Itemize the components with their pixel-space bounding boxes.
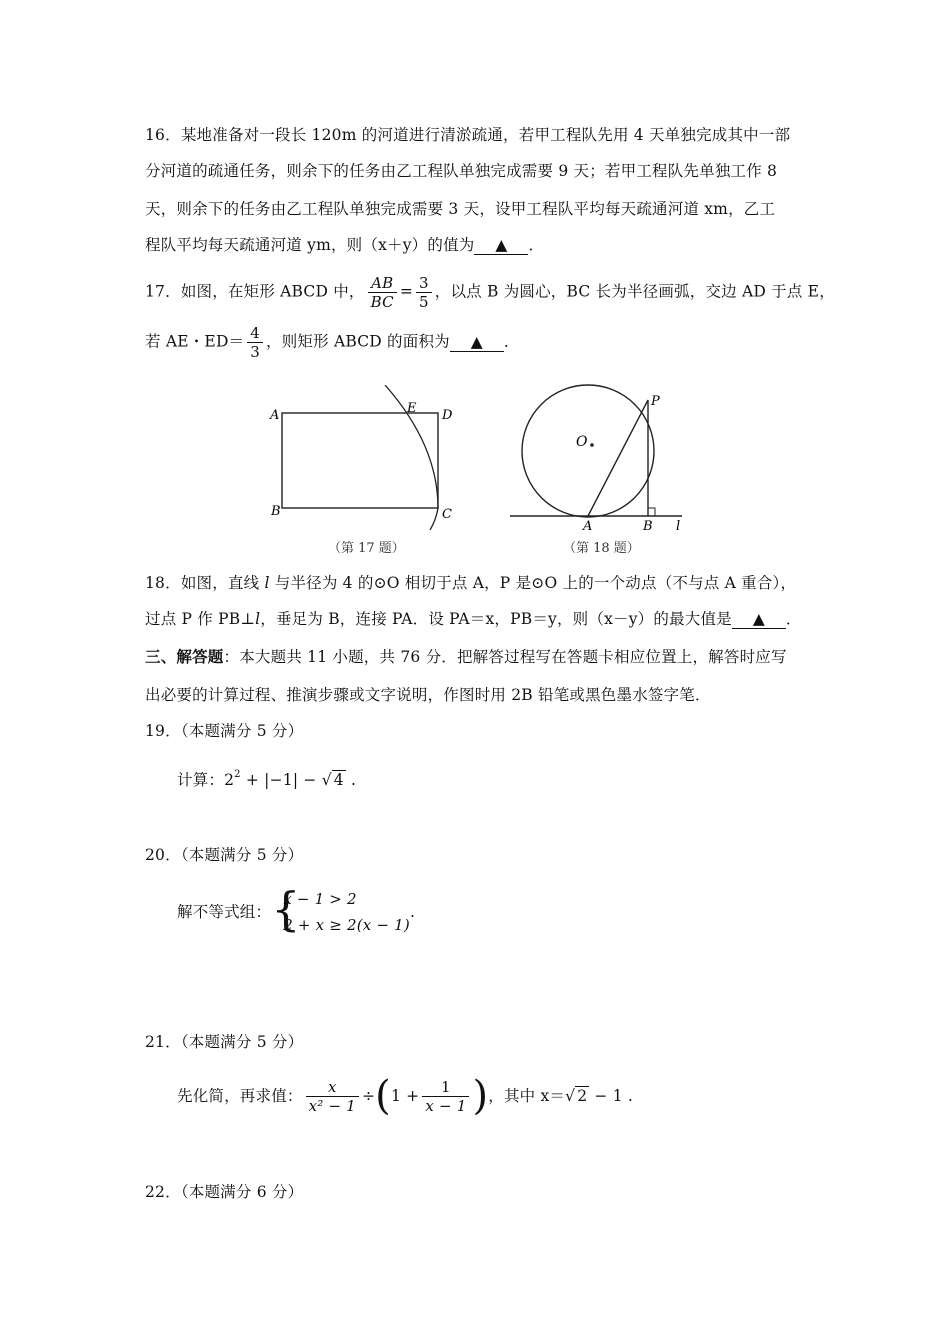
fraction-3-5: $\frac{3}{5}$ (416, 274, 432, 311)
fraction-ab-bc: $\frac{AB}{BC}$ (368, 274, 397, 311)
label-c: C (442, 507, 452, 522)
q20-system: 解不等式组： { x − 1 > 2 2 + x ≥ 2(x − 1) . (177, 882, 416, 936)
label-b: B (643, 519, 653, 533)
fraction-1-over-x-1: $\frac{1}{x - 1}$ (422, 1078, 469, 1115)
q22-header: 22．（本题满分 6 分） (145, 1183, 304, 1201)
fraction-x-over-x2-1: $\frac{x}{\text{x² − 1}}$ (306, 1078, 359, 1115)
circle-o (522, 385, 654, 517)
q16-line2: 分河道的疏通任务，则余下的任务由乙工程队单独完成需要 9 天；若甲工程队先单独工作 8 (145, 162, 778, 180)
label-o: O (576, 434, 588, 450)
label-p: P (651, 394, 660, 409)
right-angle-mark (648, 508, 655, 516)
fraction-4-3: $\frac{4}{3}$ (247, 324, 263, 361)
q16-line1: 16．某地准备对一段长 120m 的河道进行清淤疏通，若甲工程队先用 4 天单独完成其中一部 (145, 126, 791, 144)
q18-line1: 18．如图，直线 l 与半径为 4 的⊙O 相切于点 A，P 是⊙O 上的一个动点（不与点 A 重合）， (145, 574, 797, 592)
q19-header: 19．（本题满分 5 分） (145, 722, 304, 740)
label-a: A (583, 519, 593, 533)
figure-18-caption: （第 18 题） (563, 541, 640, 556)
rectangle-abcd (282, 413, 438, 508)
label-d: D (442, 408, 453, 423)
q17-line1: 17．如图，在矩形 ABCD 中， $\frac{AB}{BC}$ = $\frac{3}{5}$ ，以点 B 为圆心，BC 长为半径画弧，交边 AD 于点 E， (145, 274, 835, 311)
figure-17-caption: （第 17 题） (328, 541, 405, 556)
figure-18 (510, 378, 695, 533)
q16-line4: 程队平均每天疏通河道 ym，则（x＋y）的值为 ▲ ． (145, 236, 545, 254)
q18-line2: 过点 P 作 PB⊥l，垂足为 B，连接 PA．设 PA＝x，PB＝y，则（x－y）的最大值是 ▲ ． (145, 610, 802, 628)
q17-line2: 若 AE・ED＝ $\frac{4}{3}$ ，则矩形 ABCD 的面积为 ▲ ． (145, 324, 520, 361)
q21-header: 21．（本题满分 5 分） (145, 1033, 304, 1051)
section3-line1: 三、解答题：本大题共 11 小题，共 76 分．把解答过程写在答题卡相应位置上，解答时应写 (145, 647, 787, 666)
inequality-system: { x − 1 > 2 2 + x ≥ 2(x − 1) (271, 882, 410, 936)
label-l: l (676, 519, 681, 533)
q19-expression: 计算：$2^2 + |-1|$ − √ 4 . (177, 769, 357, 789)
label-e: E (407, 401, 417, 416)
section3-title: 三、解答题 (145, 647, 224, 666)
answer-blank: ▲ (474, 236, 528, 255)
q21-expression: 先化简，再求值： $\frac{x}{\text{x² − 1}}$ ÷(1 + $\frac{1}{x - 1}$ )，其中 x＝√ 2 − 1 . (177, 1073, 634, 1119)
segment-pa (588, 400, 648, 516)
label-a: A (270, 408, 280, 423)
q20-header: 20．（本题满分 5 分） (145, 846, 304, 864)
section3-line2: 出必要的计算过程、推演步骤或文字说明，作图时用 2B 铅笔或黑色墨水签字笔． (145, 686, 711, 704)
answer-blank: ▲ (450, 333, 504, 352)
answer-blank: ▲ (732, 610, 786, 629)
center-point-o (590, 443, 594, 447)
figure-17 (260, 385, 470, 530)
q16-line3: 天，则余下的任务由乙工程队单独完成需要 3 天，设甲工程队平均每天疏通河道 xm，乙工 (145, 200, 776, 218)
label-b: B (271, 504, 281, 519)
